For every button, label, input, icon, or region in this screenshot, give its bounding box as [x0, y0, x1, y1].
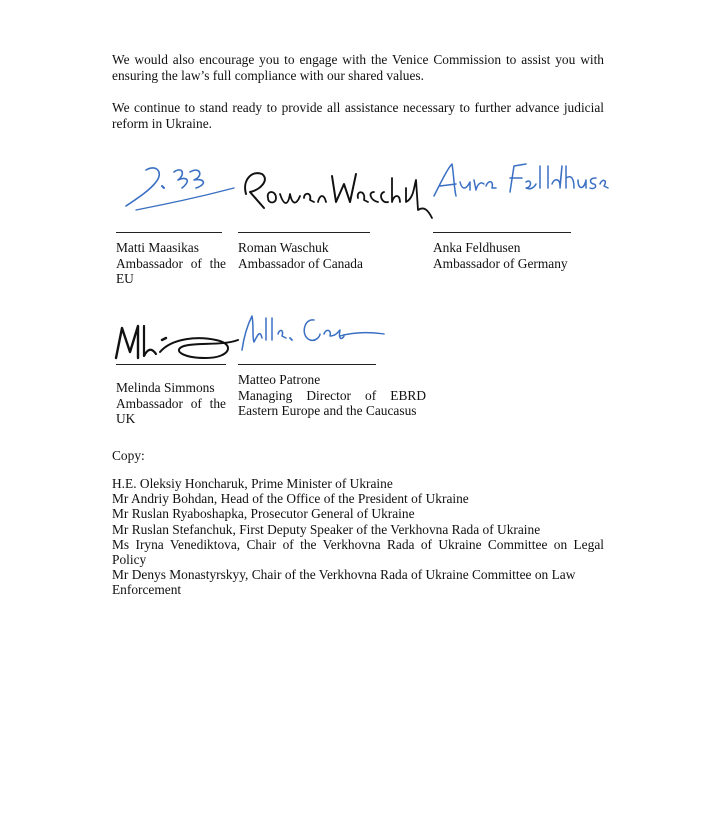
signatory-name: Matteo Patrone: [238, 372, 321, 387]
signature-line-feldhusen: [433, 232, 571, 233]
signature-line-patrone: [238, 364, 376, 365]
signatory-title-text: Ambassador of the: [116, 395, 226, 411]
signatory-name: Melinda Simmons: [116, 380, 215, 395]
copy-recipient: H.E. Oleksiy Honcharuk, Prime Minister of Ukraine: [112, 476, 393, 491]
copy-recipient: Mr Ruslan Stefanchuk, First Deputy Speaker of the Verkhovna Rada of Ukraine: [112, 521, 541, 537]
signatory-waschuk: [238, 240, 388, 271]
signatory-title: [116, 256, 226, 272]
copy-recipients-list: [112, 476, 604, 598]
signatory-title-cont: UK: [116, 411, 136, 426]
signatory-title-text: Ambassador of the: [116, 255, 226, 271]
signature-line-waschuk: [238, 232, 370, 233]
signatory-title-text: Managing Director of EBRD: [238, 387, 426, 403]
paragraph-venice-commission: We would also encourage you to engage with the Venice Commission to assist you with ensuring the law’s full compliance with our shared values.: [112, 52, 604, 83]
copy-recipient: Mr Andriy Bohdan, Head of the Office of the President of Ukraine: [112, 491, 469, 507]
copy-recipient: Ms Iryna Venediktova, Chair of the Verkhovna Rada of Ukraine Committee on Legal Policy: [112, 536, 604, 568]
signatory-feldhusen: [433, 240, 593, 271]
signatory-title: [238, 388, 426, 404]
signatory-title-cont: Eastern Europe and the Caucasus: [238, 403, 417, 418]
signature-patrone: [238, 306, 388, 356]
signatory-name: Anka Feldhusen: [433, 240, 521, 255]
signatory-name: Matti Maasikas: [116, 240, 199, 255]
signature-simmons: [112, 318, 240, 366]
signatory-title-cont: EU: [116, 271, 134, 286]
copy-recipient: Mr Denys Monastyrskyy, Chair of the Verkhovna Rada of Ukraine Committee on Law Enforcement: [112, 567, 576, 598]
signatory-title: Ambassador of Canada: [238, 255, 363, 271]
signature-line-simmons: [116, 364, 226, 365]
copy-heading: Copy:: [112, 448, 145, 463]
signatory-patrone: [238, 372, 426, 419]
signatory-title: Ambassador of Germany: [433, 255, 568, 271]
signature-waschuk: [238, 158, 438, 220]
signature-line-maasikas: [116, 232, 222, 233]
signature-feldhusen: [430, 156, 610, 206]
signatory-name: Roman Waschuk: [238, 240, 329, 255]
signature-maasikas: [116, 158, 236, 218]
copy-recipient: Mr Ruslan Ryaboshapka, Prosecutor General of Ukraine: [112, 506, 415, 522]
signatory-maasikas: [116, 240, 226, 287]
paragraph-assistance: We continue to stand ready to provide all assistance necessary to further advance judicial reform in Ukraine.: [112, 100, 604, 131]
signatory-simmons: [116, 380, 226, 427]
signatory-title: [116, 396, 226, 412]
